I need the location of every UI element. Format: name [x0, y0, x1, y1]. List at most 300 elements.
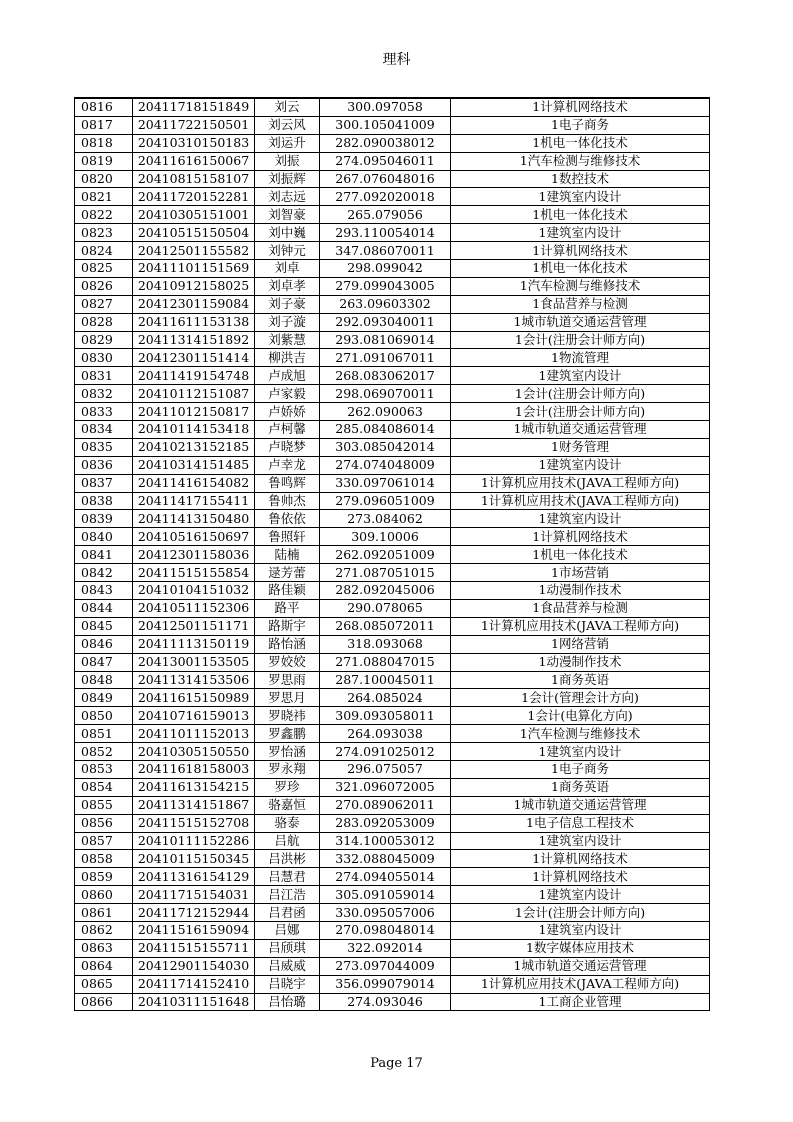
- student-name-cell: 陆楠: [255, 546, 320, 564]
- major-cell: 1计算机应用技术(JAVA工程师方向): [451, 474, 710, 492]
- seq-cell: 0821: [75, 188, 133, 206]
- score-cell: 267.076048016: [320, 170, 451, 188]
- table-row: [75, 760, 710, 778]
- seq-cell: 0856: [75, 814, 133, 832]
- score-cell: 300.105041009: [320, 116, 451, 134]
- score-cell: 264.085024: [320, 689, 451, 707]
- student-name-cell: 卢成旭: [255, 367, 320, 385]
- major-cell: 1建筑室内设计: [451, 367, 710, 385]
- major-cell: 1机电一体化技术: [451, 546, 710, 564]
- table-row: [75, 743, 710, 761]
- score-cell: 305.091059014: [320, 886, 451, 904]
- seq-cell: 0816: [75, 98, 133, 116]
- major-cell: 1机电一体化技术: [451, 206, 710, 224]
- seq-cell: 0833: [75, 403, 133, 421]
- exam-id-cell: 20411720152281: [133, 188, 255, 206]
- exam-id-cell: 20411413150480: [133, 510, 255, 528]
- seq-cell: 0835: [75, 438, 133, 456]
- exam-id-cell: 20410213152185: [133, 438, 255, 456]
- major-cell: 1会计(电算化方向): [451, 707, 710, 725]
- score-cell: 274.074048009: [320, 456, 451, 474]
- seq-cell: 0863: [75, 939, 133, 957]
- table-row: [75, 886, 710, 904]
- major-cell: 1电子商务: [451, 760, 710, 778]
- student-name-cell: 刘智豪: [255, 206, 320, 224]
- student-name-cell: 吕怡璐: [255, 993, 320, 1011]
- exam-id-cell: 20411516159094: [133, 921, 255, 939]
- seq-cell: 0823: [75, 224, 133, 242]
- score-cell: 282.090038012: [320, 134, 451, 152]
- student-name-cell: 罗珍: [255, 778, 320, 796]
- page-number: Page 17: [370, 1056, 423, 1071]
- table-row: [75, 653, 710, 671]
- student-name-cell: 罗永翔: [255, 760, 320, 778]
- major-cell: 1会计(管理会计方向): [451, 689, 710, 707]
- table-row: [75, 242, 710, 260]
- exam-id-cell: 20410511152306: [133, 599, 255, 617]
- seq-cell: 0824: [75, 242, 133, 260]
- seq-cell: 0860: [75, 886, 133, 904]
- major-cell: 1网络营销: [451, 635, 710, 653]
- major-cell: 1计算机网络技术: [451, 850, 710, 868]
- student-name-cell: 刘云: [255, 98, 320, 116]
- score-cell: 262.090063: [320, 403, 451, 421]
- exam-id-cell: 20410305150550: [133, 743, 255, 761]
- score-cell: 285.084086014: [320, 421, 451, 439]
- seq-cell: 0848: [75, 671, 133, 689]
- score-cell: 271.087051015: [320, 564, 451, 582]
- score-cell: 314.100053012: [320, 832, 451, 850]
- student-name-cell: 卢柯馨: [255, 421, 320, 439]
- table-row: [75, 993, 710, 1011]
- major-cell: 1会计(注册会计师方向): [451, 331, 710, 349]
- seq-cell: 0857: [75, 832, 133, 850]
- student-name-cell: 卢家毅: [255, 385, 320, 403]
- score-cell: 309.093058011: [320, 707, 451, 725]
- exam-id-cell: 20411718151849: [133, 98, 255, 116]
- seq-cell: 0861: [75, 904, 133, 922]
- major-cell: 1会计(注册会计师方向): [451, 403, 710, 421]
- seq-cell: 0844: [75, 599, 133, 617]
- table-row: [75, 868, 710, 886]
- table-row: [75, 438, 710, 456]
- table-row: [75, 116, 710, 134]
- exam-id-cell: 20411715154031: [133, 886, 255, 904]
- student-name-cell: 刘志远: [255, 188, 320, 206]
- major-cell: 1动漫制作技术: [451, 653, 710, 671]
- student-name-cell: 吕江浩: [255, 886, 320, 904]
- table-row: [75, 206, 710, 224]
- table-row: [75, 456, 710, 474]
- seq-cell: 0829: [75, 331, 133, 349]
- seq-cell: 0830: [75, 349, 133, 367]
- score-cell: 270.089062011: [320, 796, 451, 814]
- student-name-cell: 逯芳蕾: [255, 564, 320, 582]
- student-name-cell: 罗鑫鹏: [255, 725, 320, 743]
- table-row: [75, 421, 710, 439]
- table-row: [75, 152, 710, 170]
- score-cell: 309.10006: [320, 528, 451, 546]
- student-name-cell: 刘紫慧: [255, 331, 320, 349]
- major-cell: 1建筑室内设计: [451, 886, 710, 904]
- score-cell: 298.099042: [320, 260, 451, 278]
- major-cell: 1机电一体化技术: [451, 134, 710, 152]
- exam-id-cell: 20411101151569: [133, 260, 255, 278]
- seq-cell: 0819: [75, 152, 133, 170]
- exam-id-cell: 20412501155582: [133, 242, 255, 260]
- seq-cell: 0851: [75, 725, 133, 743]
- student-name-cell: 刘运升: [255, 134, 320, 152]
- seq-cell: 0853: [75, 760, 133, 778]
- score-cell: 332.088045009: [320, 850, 451, 868]
- exam-id-cell: 20410515150504: [133, 224, 255, 242]
- student-name-cell: 卢晓梦: [255, 438, 320, 456]
- student-name-cell: 骆泰: [255, 814, 320, 832]
- exam-id-cell: 20411714152410: [133, 975, 255, 993]
- student-name-cell: 罗怡涵: [255, 743, 320, 761]
- major-cell: 1汽车检测与维修技术: [451, 152, 710, 170]
- score-cell: 290.078065: [320, 599, 451, 617]
- student-name-cell: 刘振辉: [255, 170, 320, 188]
- seq-cell: 0838: [75, 492, 133, 510]
- student-name-cell: 罗晓祎: [255, 707, 320, 725]
- major-cell: 1建筑室内设计: [451, 224, 710, 242]
- table-row: [75, 313, 710, 331]
- seq-cell: 0850: [75, 707, 133, 725]
- student-name-cell: 吕航: [255, 832, 320, 850]
- score-cell: 274.093046: [320, 993, 451, 1011]
- table-row: [75, 528, 710, 546]
- score-cell: 270.098048014: [320, 921, 451, 939]
- score-cell: 274.094055014: [320, 868, 451, 886]
- major-cell: 1数控技术: [451, 170, 710, 188]
- table-row: [75, 188, 710, 206]
- major-cell: 1会计(注册会计师方向): [451, 385, 710, 403]
- exam-id-cell: 20411417155411: [133, 492, 255, 510]
- table-row: [75, 904, 710, 922]
- exam-id-cell: 20411712152944: [133, 904, 255, 922]
- score-cell: 279.099043005: [320, 277, 451, 295]
- major-cell: 1计算机网络技术: [451, 242, 710, 260]
- major-cell: 1会计(注册会计师方向): [451, 904, 710, 922]
- table-row: [75, 582, 710, 600]
- major-cell: 1食品营养与检测: [451, 295, 710, 313]
- student-name-cell: 吕威威: [255, 957, 320, 975]
- exam-id-cell: 20410912158025: [133, 277, 255, 295]
- seq-cell: 0827: [75, 295, 133, 313]
- seq-cell: 0826: [75, 277, 133, 295]
- score-cell: 273.097044009: [320, 957, 451, 975]
- table-row: [75, 850, 710, 868]
- exam-id-cell: 20410112151087: [133, 385, 255, 403]
- exam-id-cell: 20411012150817: [133, 403, 255, 421]
- student-name-cell: 刘子漩: [255, 313, 320, 331]
- seq-cell: 0847: [75, 653, 133, 671]
- seq-cell: 0845: [75, 617, 133, 635]
- score-cell: 268.085072011: [320, 617, 451, 635]
- score-cell: 264.093038: [320, 725, 451, 743]
- student-name-cell: 卢幸龙: [255, 456, 320, 474]
- exam-id-cell: 20410305151001: [133, 206, 255, 224]
- seq-cell: 0865: [75, 975, 133, 993]
- student-name-cell: 鲁照轩: [255, 528, 320, 546]
- student-name-cell: 鲁帅杰: [255, 492, 320, 510]
- student-name-cell: 刘钟元: [255, 242, 320, 260]
- exam-id-cell: 20411416154082: [133, 474, 255, 492]
- student-name-cell: 路平: [255, 599, 320, 617]
- major-cell: 1计算机网络技术: [451, 528, 710, 546]
- table-row: [75, 635, 710, 653]
- table-row: [75, 492, 710, 510]
- table-row: [75, 599, 710, 617]
- exam-id-cell: 20412301159084: [133, 295, 255, 313]
- seq-cell: 0828: [75, 313, 133, 331]
- seq-cell: 0840: [75, 528, 133, 546]
- major-cell: 1计算机应用技术(JAVA工程师方向): [451, 617, 710, 635]
- exam-id-cell: 20410516150697: [133, 528, 255, 546]
- exam-id-cell: 20410104151032: [133, 582, 255, 600]
- table-row: [75, 170, 710, 188]
- exam-id-cell: 20411314151892: [133, 331, 255, 349]
- student-name-cell: 骆嘉恒: [255, 796, 320, 814]
- table-row: [75, 778, 710, 796]
- exam-id-cell: 20410310150183: [133, 134, 255, 152]
- seq-cell: 0839: [75, 510, 133, 528]
- student-name-cell: 路怡涵: [255, 635, 320, 653]
- student-name-cell: 吕晓宇: [255, 975, 320, 993]
- table-row: [75, 277, 710, 295]
- exam-id-cell: 20411314151867: [133, 796, 255, 814]
- table-row: [75, 617, 710, 635]
- score-cell: 277.092020018: [320, 188, 451, 206]
- major-cell: 1城市轨道交通运营管理: [451, 796, 710, 814]
- score-cell: 303.085042014: [320, 438, 451, 456]
- student-name-cell: 刘卓孝: [255, 277, 320, 295]
- student-name-cell: 罗思月: [255, 689, 320, 707]
- major-cell: 1汽车检测与维修技术: [451, 725, 710, 743]
- exam-id-cell: 20411611153138: [133, 313, 255, 331]
- exam-id-cell: 20411011152013: [133, 725, 255, 743]
- table-row: [75, 975, 710, 993]
- major-cell: 1城市轨道交通运营管理: [451, 957, 710, 975]
- student-name-cell: 刘振: [255, 152, 320, 170]
- major-cell: 1城市轨道交通运营管理: [451, 421, 710, 439]
- major-cell: 1建筑室内设计: [451, 921, 710, 939]
- student-name-cell: 罗姣姣: [255, 653, 320, 671]
- seq-cell: 0843: [75, 582, 133, 600]
- table-row: [75, 725, 710, 743]
- major-cell: 1市场营销: [451, 564, 710, 582]
- exam-id-cell: 20411316154129: [133, 868, 255, 886]
- table-row: [75, 295, 710, 313]
- seq-cell: 0820: [75, 170, 133, 188]
- table-row: [75, 707, 710, 725]
- page-title: 理科: [382, 52, 411, 68]
- table-row: [75, 939, 710, 957]
- exam-id-cell: 20410815158107: [133, 170, 255, 188]
- major-cell: 1电子信息工程技术: [451, 814, 710, 832]
- student-name-cell: 吕慧君: [255, 868, 320, 886]
- seq-cell: 0834: [75, 421, 133, 439]
- seq-cell: 0817: [75, 116, 133, 134]
- major-cell: 1建筑室内设计: [451, 188, 710, 206]
- student-name-cell: 刘中巍: [255, 224, 320, 242]
- exam-id-cell: 20411616150067: [133, 152, 255, 170]
- major-cell: 1计算机应用技术(JAVA工程师方向): [451, 975, 710, 993]
- table-row: [75, 921, 710, 939]
- seq-cell: 0858: [75, 850, 133, 868]
- score-cell: 300.097058: [320, 98, 451, 116]
- table-row: [75, 689, 710, 707]
- score-cell: 279.096051009: [320, 492, 451, 510]
- table-row: [75, 564, 710, 582]
- major-cell: 1计算机网络技术: [451, 98, 710, 116]
- score-cell: 330.095057006: [320, 904, 451, 922]
- score-cell: 292.093040011: [320, 313, 451, 331]
- major-cell: 1财务管理: [451, 438, 710, 456]
- table-row: [75, 367, 710, 385]
- exam-id-cell: 20410111152286: [133, 832, 255, 850]
- table-row: [75, 796, 710, 814]
- exam-id-cell: 20411113150119: [133, 635, 255, 653]
- major-cell: 1商务英语: [451, 671, 710, 689]
- seq-cell: 0849: [75, 689, 133, 707]
- seq-cell: 0822: [75, 206, 133, 224]
- table-body: [75, 98, 710, 1011]
- score-cell: 322.092014: [320, 939, 451, 957]
- student-name-cell: 吕娜: [255, 921, 320, 939]
- exam-id-cell: 20412301151414: [133, 349, 255, 367]
- major-cell: 1城市轨道交通运营管理: [451, 313, 710, 331]
- seq-cell: 0837: [75, 474, 133, 492]
- table-row: [75, 832, 710, 850]
- score-cell: 271.091067011: [320, 349, 451, 367]
- exam-id-cell: 20410314151485: [133, 456, 255, 474]
- table-row: [75, 331, 710, 349]
- seq-cell: 0855: [75, 796, 133, 814]
- seq-cell: 0859: [75, 868, 133, 886]
- student-name-cell: 路佳颖: [255, 582, 320, 600]
- score-cell: 356.099079014: [320, 975, 451, 993]
- score-cell: 274.091025012: [320, 743, 451, 761]
- student-name-cell: 鲁鸣辉: [255, 474, 320, 492]
- major-cell: 1数字媒体应用技术: [451, 939, 710, 957]
- exam-id-cell: 20410716159013: [133, 707, 255, 725]
- score-cell: 282.092045006: [320, 582, 451, 600]
- exam-id-cell: 20413001153505: [133, 653, 255, 671]
- student-name-cell: 刘云风: [255, 116, 320, 134]
- table-row: [75, 385, 710, 403]
- table-row: [75, 510, 710, 528]
- major-cell: 1物流管理: [451, 349, 710, 367]
- student-name-cell: 吕颀琪: [255, 939, 320, 957]
- exam-id-cell: 20412901154030: [133, 957, 255, 975]
- student-name-cell: 刘卓: [255, 260, 320, 278]
- major-cell: 1建筑室内设计: [451, 456, 710, 474]
- table-row: [75, 403, 710, 421]
- score-cell: 273.084062: [320, 510, 451, 528]
- major-cell: 1计算机网络技术: [451, 868, 710, 886]
- table-row: [75, 671, 710, 689]
- score-cell: 262.092051009: [320, 546, 451, 564]
- table-row: [75, 957, 710, 975]
- student-name-cell: 柳洪吉: [255, 349, 320, 367]
- score-cell: 318.093068: [320, 635, 451, 653]
- table-row: [75, 98, 710, 116]
- student-name-cell: 吕洪彬: [255, 850, 320, 868]
- exam-id-cell: 20411618158003: [133, 760, 255, 778]
- seq-cell: 0832: [75, 385, 133, 403]
- seq-cell: 0846: [75, 635, 133, 653]
- exam-id-cell: 20411515152708: [133, 814, 255, 832]
- student-name-cell: 吕君函: [255, 904, 320, 922]
- exam-id-cell: 20410311151648: [133, 993, 255, 1011]
- exam-id-cell: 20410115150345: [133, 850, 255, 868]
- major-cell: 1机电一体化技术: [451, 260, 710, 278]
- major-cell: 1食品营养与检测: [451, 599, 710, 617]
- major-cell: 1汽车检测与维修技术: [451, 277, 710, 295]
- score-cell: 268.083062017: [320, 367, 451, 385]
- exam-id-cell: 20412301158036: [133, 546, 255, 564]
- seq-cell: 0842: [75, 564, 133, 582]
- exam-id-cell: 20411613154215: [133, 778, 255, 796]
- major-cell: 1建筑室内设计: [451, 510, 710, 528]
- exam-id-cell: 20411314153506: [133, 671, 255, 689]
- score-cell: 296.075057: [320, 760, 451, 778]
- table-row: [75, 134, 710, 152]
- student-name-cell: 罗思雨: [255, 671, 320, 689]
- exam-id-cell: 20411722150501: [133, 116, 255, 134]
- seq-cell: 0831: [75, 367, 133, 385]
- seq-cell: 0866: [75, 993, 133, 1011]
- seq-cell: 0825: [75, 260, 133, 278]
- score-cell: 330.097061014: [320, 474, 451, 492]
- score-cell: 274.095046011: [320, 152, 451, 170]
- seq-cell: 0818: [75, 134, 133, 152]
- major-cell: 1工商企业管理: [451, 993, 710, 1011]
- seq-cell: 0852: [75, 743, 133, 761]
- exam-id-cell: 20412501151171: [133, 617, 255, 635]
- exam-id-cell: 20411419154748: [133, 367, 255, 385]
- exam-id-cell: 20411515155854: [133, 564, 255, 582]
- seq-cell: 0854: [75, 778, 133, 796]
- score-cell: 265.079056: [320, 206, 451, 224]
- table-row: [75, 474, 710, 492]
- exam-id-cell: 20411615150989: [133, 689, 255, 707]
- major-cell: 1建筑室内设计: [451, 832, 710, 850]
- table-row: [75, 814, 710, 832]
- major-cell: 1动漫制作技术: [451, 582, 710, 600]
- seq-cell: 0864: [75, 957, 133, 975]
- score-cell: 293.110054014: [320, 224, 451, 242]
- score-cell: 347.086070011: [320, 242, 451, 260]
- major-cell: 1建筑室内设计: [451, 743, 710, 761]
- student-name-cell: 鲁依依: [255, 510, 320, 528]
- admission-list-table: [74, 97, 710, 1011]
- student-name-cell: 刘子豪: [255, 295, 320, 313]
- score-cell: 287.100045011: [320, 671, 451, 689]
- score-cell: 298.069070011: [320, 385, 451, 403]
- seq-cell: 0862: [75, 921, 133, 939]
- major-cell: 1计算机应用技术(JAVA工程师方向): [451, 492, 710, 510]
- student-name-cell: 路斯宇: [255, 617, 320, 635]
- exam-id-cell: 20411515155711: [133, 939, 255, 957]
- score-cell: 271.088047015: [320, 653, 451, 671]
- table-row: [75, 260, 710, 278]
- score-cell: 283.092053009: [320, 814, 451, 832]
- major-cell: 1商务英语: [451, 778, 710, 796]
- table-row: [75, 224, 710, 242]
